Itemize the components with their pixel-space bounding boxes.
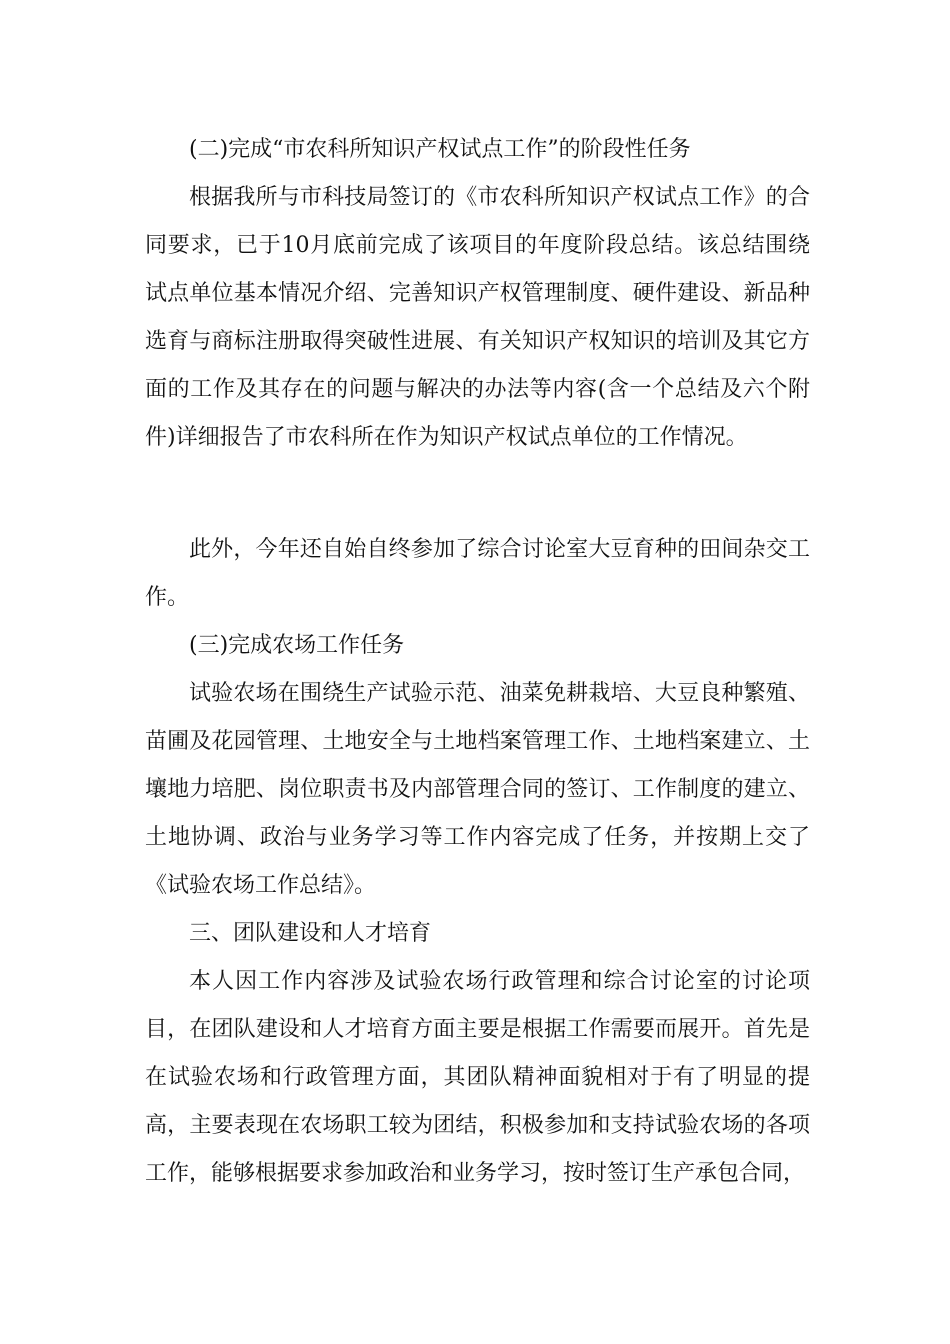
paragraph-soybean: 此外，今年还自始自终参加了综合讨论室大豆育种的田间杂交工作。 [145, 537, 810, 610]
section-heading-team: 三、团队建设和人才培育 [189, 921, 432, 946]
document-body [145, 126, 810, 462]
paragraph-team-building: 本人因工作内容涉及试验农场行政管理和综合讨论室的讨论项目，在团队建设和人才培育方面主要是根据工作需要而展开。首先是在试验农场和行政管理方面，其团队精神面貌相对于有了明显的提高，主要表现在农场职工较为团结，积极参加和支持试验农场的各项工作，能够根据要求参加政治和业务学习，按时签订生产承包合同， [145, 969, 810, 1186]
paragraph-ip-pilot: 根据我所与市科技局签订的《市农科所知识产权试点工作》的合同要求，已于10月底前完成了该项目的年度阶段总结。该总结围绕试点单位基本情况介绍、完善知识产权管理制度、硬件建设、新品种选育与商标注册取得突破性进展、有关知识产权知识的培训及其它方面的工作及其存在的问题与解决的办法等内容(含一个总结及六个附件)详细报告了市农科所在作为知识产权试点单位的工作情况。 [145, 185, 810, 450]
section-heading-2: (二)完成“市农科所知识产权试点工作”的阶段性任务 [189, 137, 691, 162]
paragraph-farm-tasks: 试验农场在围绕生产试验示范、油菜免耕栽培、大豆良种繁殖、苗圃及花园管理、土地安全与土地档案管理工作、土地档案建立、土壤地力培肥、岗位职责书及内部管理合同的签订、工作制度的建立、土地协调、政治与业务学习等工作内容完成了任务，并按期上交了《试验农场工作总结》。 [145, 681, 810, 898]
section-heading-3: (三)完成农场工作任务 [189, 633, 405, 658]
document-body-continued [145, 526, 810, 1198]
